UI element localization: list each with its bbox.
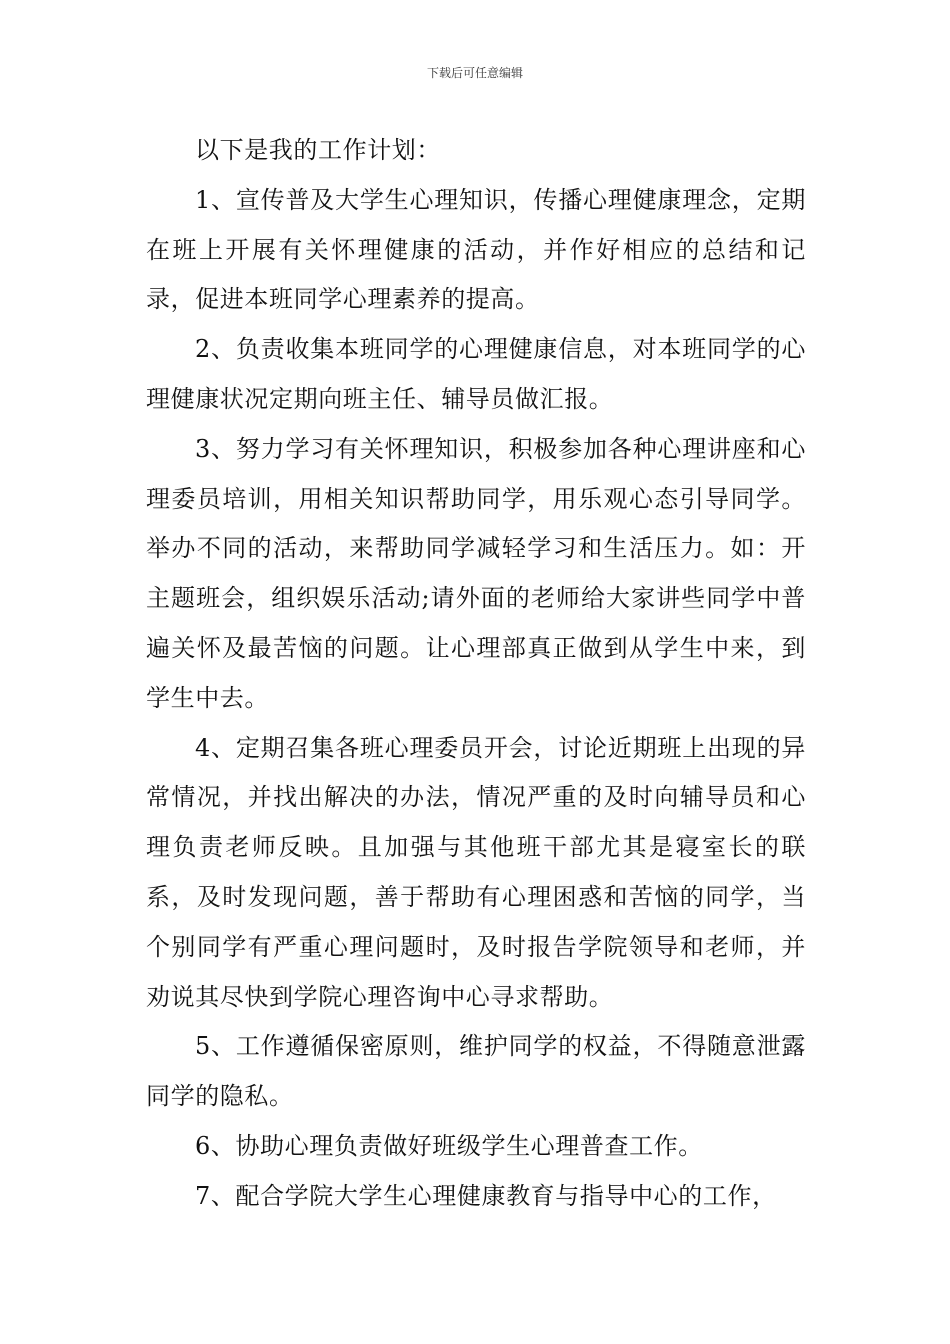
- page-header-note: 下载后可任意编辑: [426, 66, 523, 80]
- paragraph-item-3: 3、努力学习有关怀理知识，积极参加各种心理讲座和心理委员培训，用相关知识帮助同学，用乐观心态引导同学。举办不同的活动，来帮助同学减轻学习和生活压力。如：开主题班会，组织娱乐活动;请外面的老师给大家讲些同学中普遍关怀及最苦恼的问题。让心理部真正做到从学生中来，到学生中去。: [146, 434, 806, 712]
- document-body: [146, 126, 806, 1222]
- paragraph-item-2: 2、负责收集本班同学的心理健康信息，对本班同学的心理健康状况定期向班主任、辅导员做汇报。: [146, 335, 806, 413]
- paragraph-item-6: 6、协助心理负责做好班级学生心理普查工作。: [195, 1131, 703, 1160]
- paragraph-item-4: 4、定期召集各班心理委员开会，讨论近期班上出现的异常情况，并找出解决的办法，情况严重的及时向辅导员和心理负责老师反映。且加强与其他班干部尤其是寝室长的联系，及时发现问题，善于帮助有心理困惑和苦恼的同学，当个别同学有严重心理问题时，及时报告学院领导和老师，并劝说其尽快到学院心理咨询中心寻求帮助。: [146, 733, 806, 1011]
- paragraph-item-1: 1、宣传普及大学生心理知识，传播心理健康理念，定期在班上开展有关怀理健康的活动，并作好相应的总结和记录，促进本班同学心理素养的提高。: [146, 185, 806, 314]
- paragraph-item-5: 5、工作遵循保密原则，维护同学的权益，不得随意泄露同学的隐私。: [146, 1032, 806, 1111]
- paragraph-item-7: 7、配合学院大学生心理健康教育与指导中心的工作，: [195, 1181, 777, 1210]
- paragraph-intro: 以下是我的工作计划：: [195, 136, 441, 164]
